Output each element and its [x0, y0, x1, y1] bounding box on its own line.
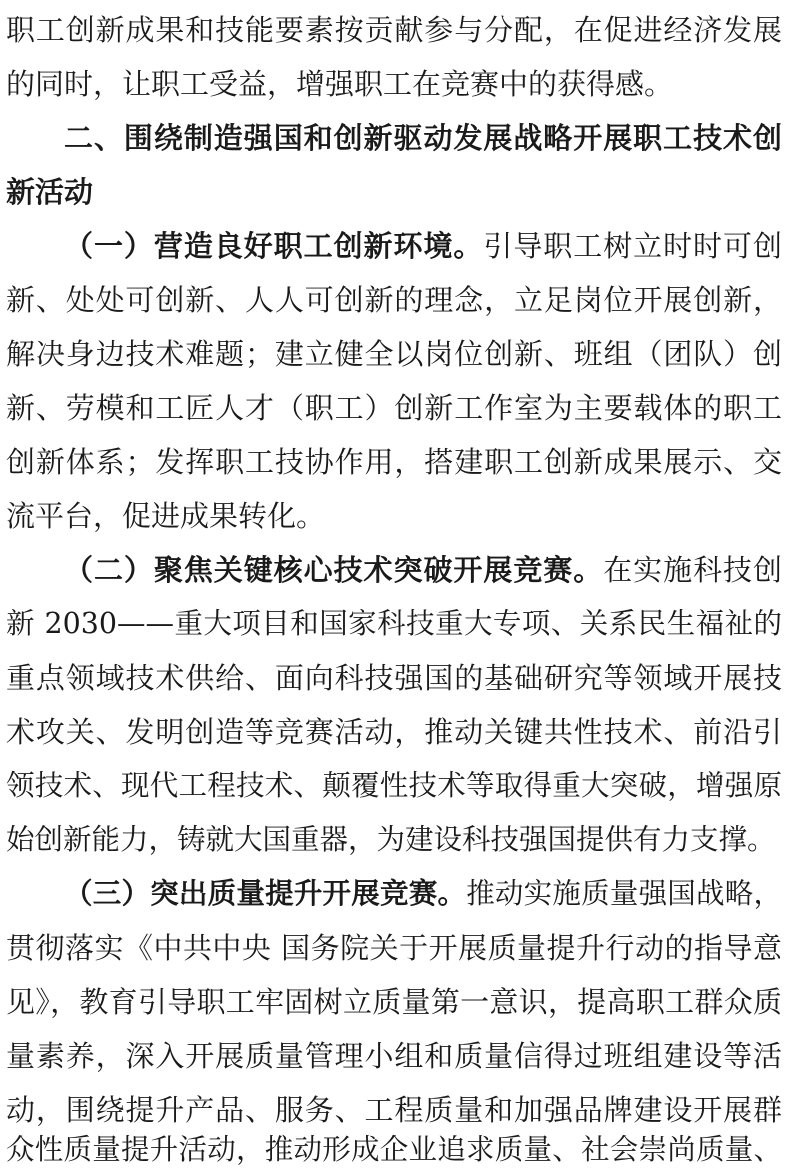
text-line: 解决身边技术难题；建立健全以岗位创新、班组（团队）创	[6, 337, 782, 371]
paragraph-text: 引导职工树立时时可创	[483, 229, 782, 263]
text-line: 见》，教育引导职工牢固树立质量第一意识，提高职工群众质	[6, 985, 782, 1019]
paragraph-first-line	[64, 226, 782, 266]
text-line: 新 2030——重大项目和国家科技重大专项、关系民生福祉的	[6, 607, 782, 640]
paragraph-first-line	[64, 874, 782, 914]
section-heading: 二、围绕制造强国和创新驱动发展战略开展职工技术创	[64, 121, 782, 155]
paragraph-first-line	[64, 550, 782, 590]
text-line: 动，围绕提升产品、服务、工程质量和加强品牌建设开展群	[6, 1093, 782, 1127]
paragraph-text: 在实施科技创	[603, 553, 782, 587]
paragraph-heading: （一）营造良好职工创新环境。	[64, 229, 484, 263]
text-line: 的同时，让职工受益，增强职工在竞赛中的获得感。	[6, 67, 674, 101]
text-line: 领技术、现代工程技术、颠覆性技术等取得重大突破，增强原	[6, 769, 782, 802]
paragraph-heading: （二）聚焦关键核心技术突破开展竞赛。	[64, 553, 604, 587]
text-line: 新、处处可创新、人人可创新的理念，立足岗位开展创新，	[6, 283, 782, 317]
text-line: 始创新能力，铸就大国重器，为建设科技强国提供有力支撑。	[6, 823, 776, 856]
section-heading-continued: 新活动	[6, 175, 94, 209]
text-line: 流平台，促进成果转化。	[6, 499, 326, 533]
text-line: 新、劳模和工匠人才（职工）创新工作室为主要载体的职工	[6, 391, 782, 425]
paragraph-text: 推动实施质量强国战略，	[466, 877, 782, 910]
paragraph-heading: （三）突出质量提升开展竞赛。	[64, 877, 467, 910]
text-line: 创新体系；发挥职工技协作用，搭建职工创新成果展示、交	[6, 445, 782, 479]
text-line: 术攻关、发明创造等竞赛活动，推动关键共性技术、前沿引	[6, 715, 782, 749]
text-line: 量素养，深入开展质量管理小组和质量信得过班组建设等活	[6, 1039, 782, 1073]
text-line: 众性质量提升活动，推动形成企业追求质量、社会崇尚质量、	[6, 1133, 782, 1166]
text-line: 职工创新成果和技能要素按贡献参与分配，在促进经济发展	[6, 13, 782, 47]
text-line: 重点领域技术供给、面向科技强国的基础研究等领域开展技	[6, 661, 782, 695]
text-line: 贯彻落实《中共中央 国务院关于开展质量提升行动的指导意	[6, 931, 782, 965]
